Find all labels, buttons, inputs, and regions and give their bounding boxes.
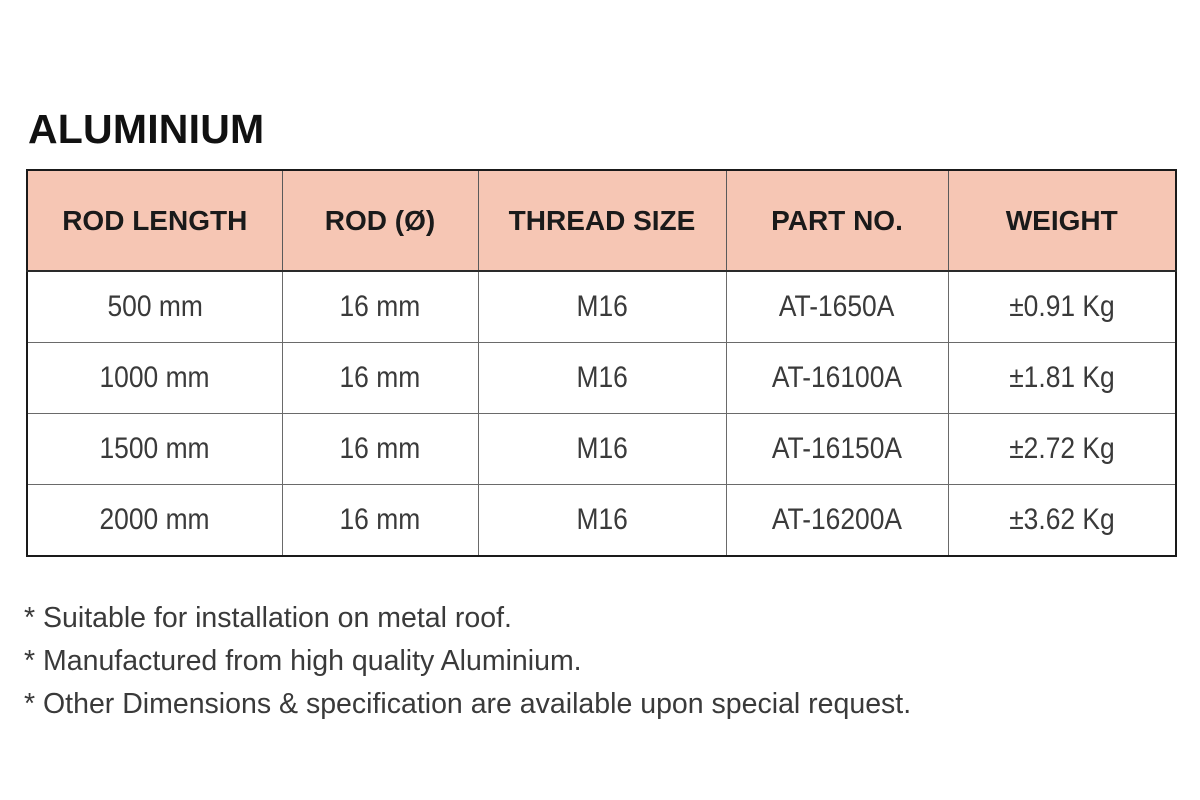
cell-part-no: AT-16150A [726,414,948,485]
header-part-no: PART NO. [726,170,948,271]
spec-table [26,169,1177,557]
cell-part-no: AT-16100A [726,343,948,414]
table-row [27,485,1176,557]
header-rod-length: ROD LENGTH [27,170,282,271]
cell-rod-diameter: 16 mm [282,485,478,557]
cell-part-no: AT-16200A [726,485,948,557]
header-thread-size: THREAD SIZE [478,170,726,271]
cell-thread-size: M16 [478,343,726,414]
cell-thread-size: M16 [478,414,726,485]
cell-weight: ±1.81 Kg [948,343,1176,414]
table-row [27,414,1176,485]
cell-rod-length: 500 mm [27,271,282,343]
note-item: * Manufactured from high quality Aluminium. [24,645,582,677]
note-item: * Suitable for installation on metal roof. [24,602,512,634]
table-row [27,343,1176,414]
page-title: ALUMINIUM [28,106,265,152]
header-rod-diameter: ROD (Ø) [282,170,478,271]
table-header-row [27,170,1176,271]
table-row [27,271,1176,343]
cell-thread-size: M16 [478,271,726,343]
cell-rod-length: 1500 mm [27,414,282,485]
cell-weight: ±0.91 Kg [948,271,1176,343]
note-item: * Other Dimensions & specification are available upon special request. [24,688,912,720]
cell-rod-diameter: 16 mm [282,271,478,343]
cell-thread-size: M16 [478,485,726,557]
notes-list [24,597,911,726]
cell-weight: ±3.62 Kg [1008,503,1115,536]
cell-rod-diameter: 16 mm [282,414,478,485]
cell-rod-length: 1000 mm [27,343,282,414]
cell-part-no: AT-1650A [726,271,948,343]
cell-rod-diameter: 16 mm [282,343,478,414]
header-weight: WEIGHT [948,170,1176,271]
cell-weight: ±2.72 Kg [948,414,1176,485]
cell-rod-length: 2000 mm [27,485,282,557]
